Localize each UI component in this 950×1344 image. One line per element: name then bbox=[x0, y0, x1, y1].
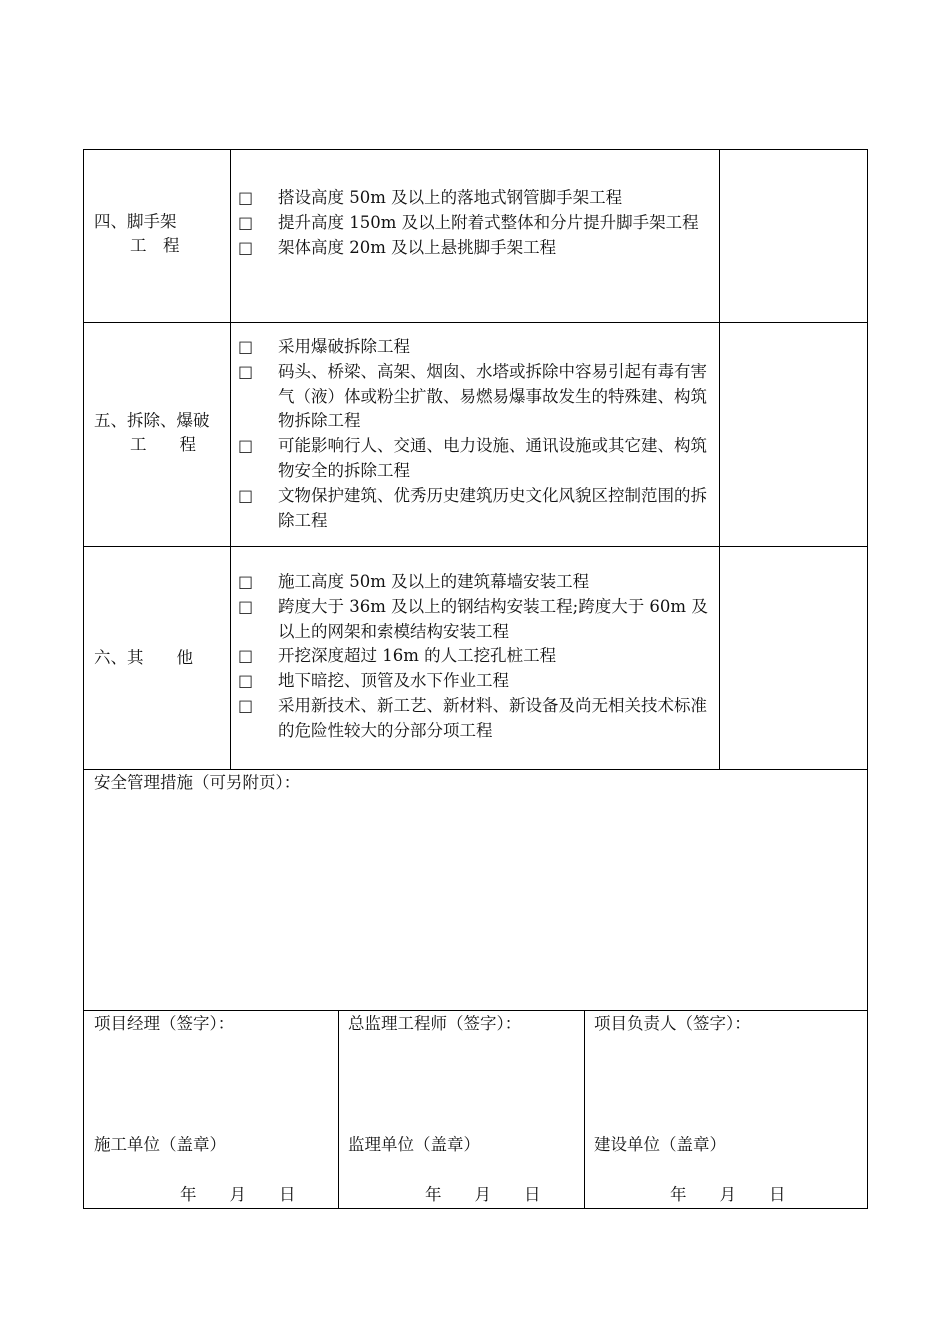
table-border-left bbox=[83, 149, 84, 1209]
checkbox-icon[interactable]: □ bbox=[238, 337, 254, 356]
item-text: 可能影响行人、交通、电力设施、通讯设施或其它建、构筑物安全的拆除工程 bbox=[278, 436, 707, 480]
table-border-bottom bbox=[83, 1208, 868, 1209]
checklist-item bbox=[238, 669, 714, 694]
item-text: 文物保护建筑、优秀历史建筑历史文化风貌区控制范围的拆除工程 bbox=[278, 485, 707, 530]
checklist-item bbox=[238, 570, 714, 595]
checkbox-icon[interactable]: □ bbox=[238, 485, 254, 505]
checkbox-icon[interactable]: □ bbox=[238, 212, 254, 232]
item-text: 架体高度 20m 及以上悬挑脚手架工程 bbox=[278, 237, 557, 257]
item-text: 提升高度 150m 及以上附着式整体和分片提升脚手架工程 bbox=[278, 212, 699, 232]
section-items-demolition bbox=[238, 335, 714, 533]
row-divider bbox=[83, 769, 868, 770]
checklist-item bbox=[238, 360, 714, 434]
item-text: 搭设高度 50m 及以上的落地式钢管脚手架工程 bbox=[278, 188, 623, 207]
signature-divider bbox=[584, 1010, 585, 1209]
checklist-item bbox=[238, 211, 714, 236]
section-title-scaffolding: 四、脚手架 工 程 bbox=[94, 212, 180, 255]
section-items-other bbox=[238, 570, 714, 744]
chief-supervisor-signature-label: 总监理工程师（签字）： bbox=[348, 1014, 522, 1033]
date-line: 年 月 日 bbox=[180, 1185, 296, 1204]
item-text: 施工高度 50m 及以上的建筑幕墙安装工程 bbox=[278, 572, 590, 591]
checklist-item bbox=[238, 236, 714, 261]
checkbox-icon[interactable]: □ bbox=[238, 671, 254, 691]
item-text: 采用新技术、新工艺、新材料、新设备及尚无相关技术标准的危险性较大的分部分项工程 bbox=[278, 695, 707, 740]
date-line: 年 月 日 bbox=[425, 1185, 541, 1204]
checklist-item bbox=[238, 434, 714, 484]
section-items-scaffolding bbox=[238, 186, 714, 260]
checkbox-icon[interactable]: □ bbox=[238, 572, 254, 591]
table-border-right bbox=[867, 149, 868, 1209]
column-divider bbox=[719, 149, 720, 770]
checkbox-icon[interactable]: □ bbox=[238, 188, 254, 207]
item-text: 跨度大于 36m 及以上的钢结构安装工程;跨度大于 60m 及以上的网架和索模结构安装工程 bbox=[278, 596, 708, 641]
signature-divider bbox=[338, 1010, 339, 1209]
checklist-item bbox=[238, 186, 714, 211]
checkbox-icon[interactable]: □ bbox=[238, 361, 254, 381]
date-line: 年 月 日 bbox=[670, 1185, 786, 1204]
checkbox-icon[interactable]: □ bbox=[238, 695, 254, 715]
owner-unit-seal-label: 建设单位（盖章） bbox=[594, 1135, 726, 1154]
checklist-item bbox=[238, 694, 714, 744]
item-text: 开挖深度超过 16m 的人工挖孔桩工程 bbox=[278, 646, 557, 666]
checklist-item bbox=[238, 335, 714, 360]
item-text: 地下暗挖、顶管及水下作业工程 bbox=[278, 671, 509, 691]
row-divider bbox=[83, 322, 868, 323]
checklist-item bbox=[238, 595, 714, 645]
item-text: 码头、桥梁、高架、烟囱、水塔或拆除中容易引起有毒有害气（液）体或粉尘扩散、易燃易爆事故发生的特殊建、构筑物拆除工程 bbox=[278, 361, 707, 431]
safety-measures-label: 安全管理措施（可另附页）： bbox=[94, 773, 301, 792]
project-lead-signature-label: 项目负责人（签字）： bbox=[594, 1014, 751, 1033]
checkbox-icon[interactable]: □ bbox=[238, 596, 254, 616]
checkbox-icon[interactable]: □ bbox=[238, 436, 254, 456]
section-title-other: 六、其 他 bbox=[94, 648, 193, 667]
row-divider bbox=[83, 546, 868, 547]
table-border-top bbox=[83, 149, 868, 150]
checkbox-icon[interactable]: □ bbox=[238, 237, 254, 257]
checklist-item bbox=[238, 644, 714, 669]
construction-unit-seal-label: 施工单位（盖章） bbox=[94, 1135, 226, 1154]
item-text: 采用爆破拆除工程 bbox=[278, 337, 410, 356]
section-title-demolition: 五、拆除、爆破 工 程 bbox=[94, 411, 210, 454]
checkbox-icon[interactable]: □ bbox=[238, 646, 254, 666]
supervision-unit-seal-label: 监理单位（盖章） bbox=[348, 1135, 480, 1154]
checklist-item bbox=[238, 484, 714, 534]
row-divider bbox=[83, 1010, 868, 1011]
project-manager-signature-label: 项目经理（签字）： bbox=[94, 1014, 235, 1033]
column-divider bbox=[230, 149, 231, 770]
